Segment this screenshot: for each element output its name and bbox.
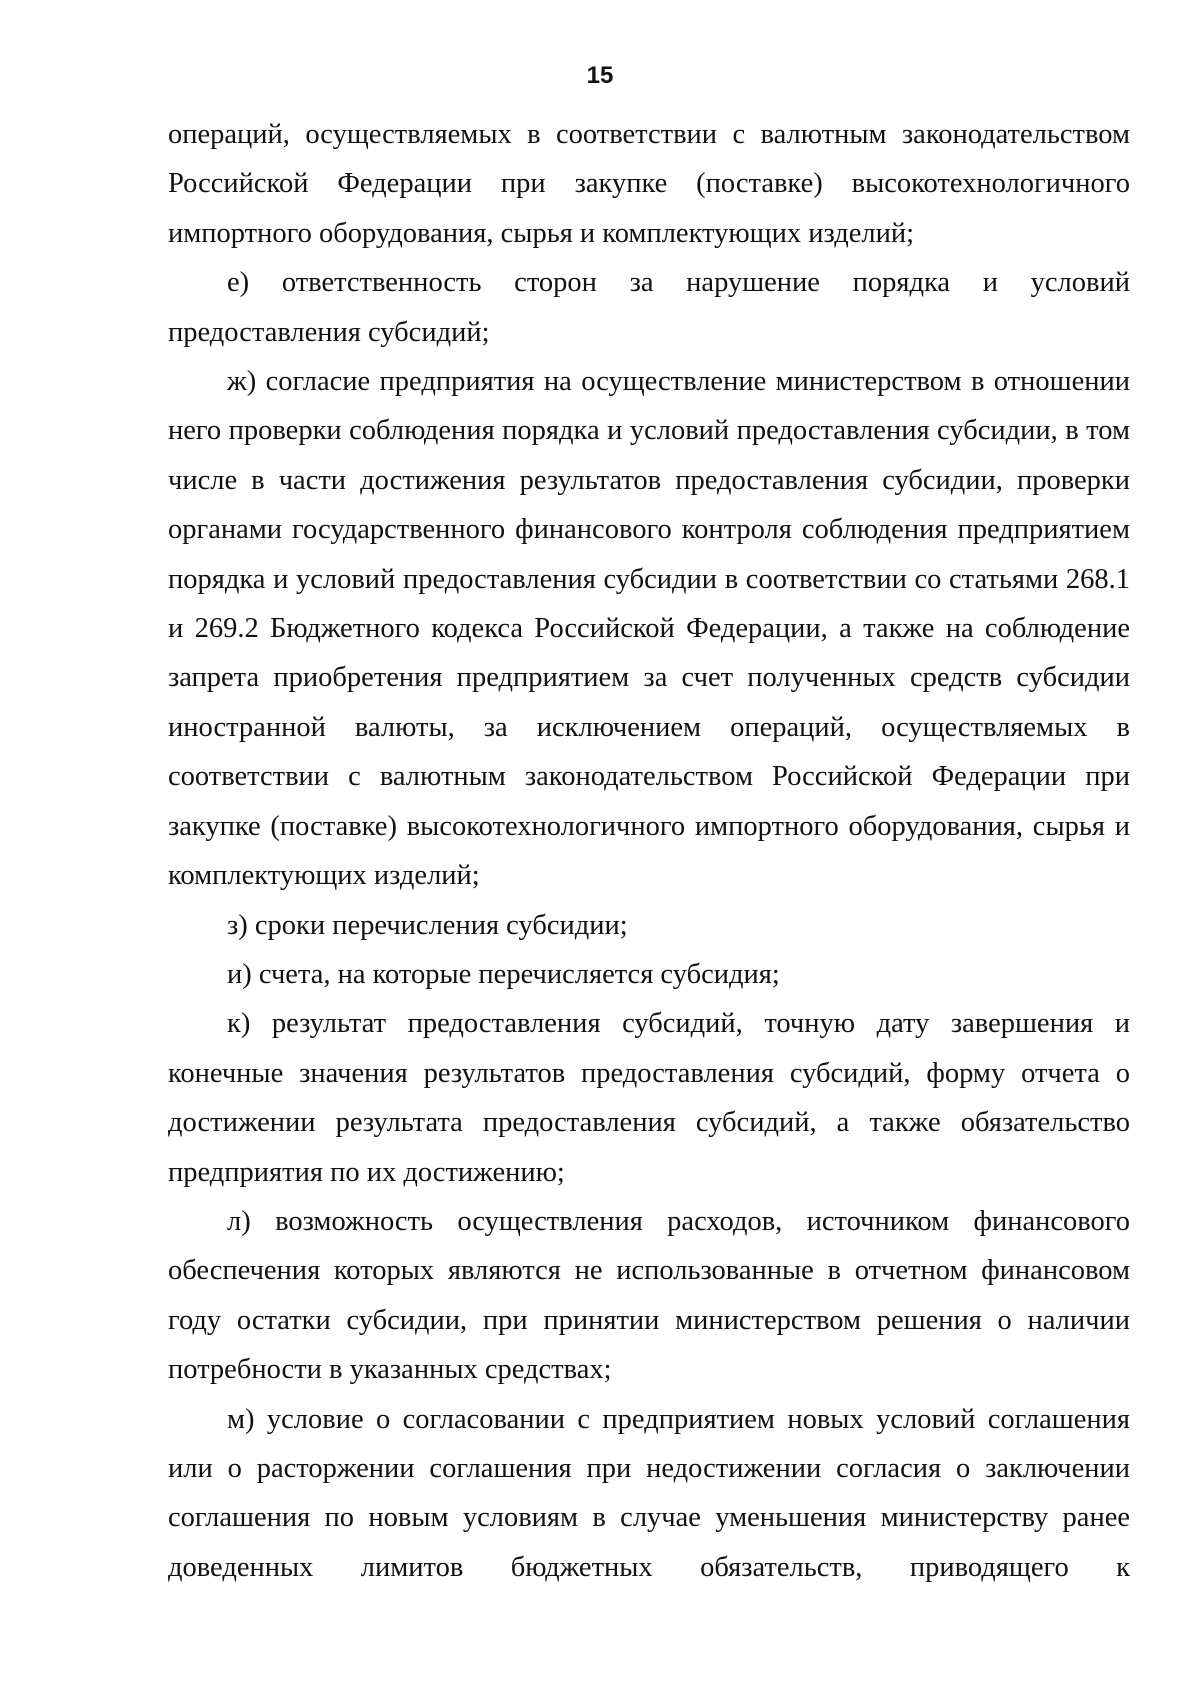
paragraph-item-k: к) результат предоставления субсидий, точную дату завершения и конечные значения результатов предоставления субсидий, форму отчета о достижении результата предоставления субсидий, а также обязательство предприятия по их достижению;: [168, 1008, 1130, 1188]
page-number: 15: [586, 62, 614, 89]
paragraph-item-zh: ж) согласие предприятия на осуществление министерством в отношении него проверки соблюдения порядка и условий предоставления субсидии, в том числе в части достижения результатов предоставления субсидии, проверки органами государственного финансового контроля соблюдения предприятием порядка и условий предоставления субсидии в соответствии со статьями 268.1 и 269.2 Бюджетного кодекса Российской Федерации, а также на соблюдение запрета приобретения предприятием за счет полученных средств субсидии иностранной валюты, за исключением операций, осуществляемых в соответствии с валютным законодательством Российской Федерации при закупке (поставке) высокотехнологичного импортного оборудования, сырья и комплектующих изделий;: [168, 366, 1130, 892]
paragraph-item-l: л) возможность осуществления расходов, источником финансового обеспечения которых являются не использованные в отчетном финансовом году остатки субсидии, при принятии министерством решения о наличии потребности в указанных средствах;: [168, 1205, 1130, 1386]
paragraph-continuation: операций, осуществляемых в соответствии с валютным законодательством Российской Федерации при закупке (поставке) высокотехнологичного импортного оборудования, сырья и комплектующих изделий;: [168, 119, 1130, 249]
paragraph-item-i: и) счета, на которые перечисляется субсидия;: [227, 958, 780, 990]
paragraph-item-e: е) ответственность сторон за нарушение порядка и условий предоставления субсидий;: [168, 267, 1130, 348]
paragraph-item-m: м) условие о согласовании с предприятием новых условий соглашения или о расторжении соглашения при недостижении согласия о заключении соглашения по новым условиям в случае уменьшения министерству ранее доведенных лимитов бюджетных обязательств, приводящего к: [168, 1403, 1130, 1583]
document-body: [168, 110, 1130, 1592]
paragraph-item-z: з) сроки перечисления субсидии;: [227, 909, 628, 941]
